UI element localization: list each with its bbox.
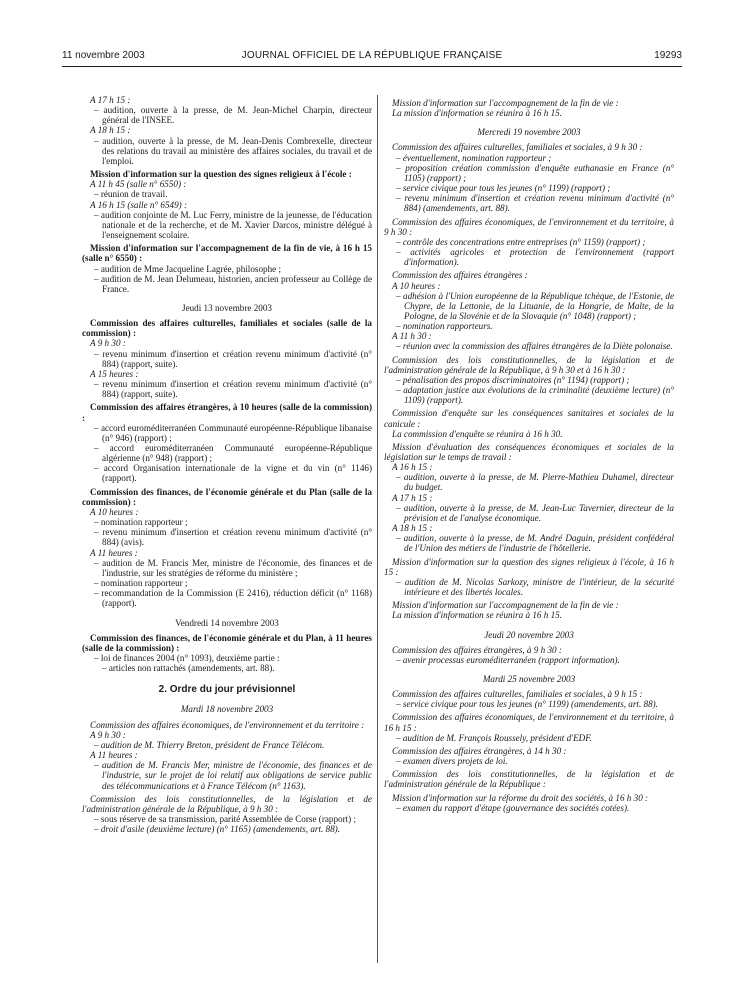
time-line: A 11 h 30 : (392, 331, 432, 342)
agenda-item: – nomination rapporteur ; (94, 578, 188, 589)
body-heading: Commission des lois constitutionnelles, de la législation et de l'administration générale de la République : (384, 769, 674, 790)
time-line: A 16 h 15 : (392, 462, 433, 473)
agenda-item: – service civique pour tous les jeunes (n° 1199) (rapport) ; (396, 183, 611, 194)
agenda-item: – proposition création commission d'enquête euthanasie en France (n° 1105) (rapport) ; (396, 162, 674, 183)
time-line: A 11 heures : (90, 547, 138, 558)
agenda-item: – audition, ouverte à la presse, de M. Jean-Michel Charpin, directeur général de l'INSEE. (94, 105, 372, 126)
body-heading: Commission des affaires culturelles, familiales et sociales (salle de la commission) : (82, 318, 372, 339)
agenda-item: – audition de M. Jean Delumeau, historien, ancien professeur au Collège de France. (94, 273, 372, 294)
body-heading: Commission des finances, de l'économie générale et du Plan, à 11 heures (salle de la commission) : (82, 632, 372, 653)
body-heading: Mission d'évaluation des conséquences économiques et sociales de la législation sur le temps de travail : (384, 441, 674, 462)
agenda-item: – examen divers projets de loi. (396, 756, 508, 767)
body-heading: Commission des affaires économiques, de l'environnement et du territoire, à 16 h 15 : (384, 712, 674, 733)
agenda-item: – audition de M. Nicolas Sarkozy, ministre de l'intérieur, de la sécurité intérieure et des libertés locales. (396, 576, 674, 598)
time-line: A 11 heures : (90, 750, 138, 761)
body-heading: Mission d'information sur la réforme du droit des sociétés, à 16 h 30 : (392, 792, 649, 803)
time-line: A 9 h 30 : (90, 729, 126, 740)
header-date: 11 novembre 2003 (62, 50, 145, 61)
time-line: A 11 h 45 (salle n° 6550) : (90, 179, 187, 190)
body-heading: Commission des affaires économiques, de l'environnement et du territoire, à 9 h 30 : (384, 216, 674, 237)
time-line: A 15 heures : (90, 368, 139, 379)
body-heading: Mission d'information sur la question des signes religieux à l'école, à 16 h 15 : (384, 556, 674, 577)
agenda-item: – audition de M. Francis Mer, ministre de l'économie, des finances et de l'industrie, sur le projet de loi relatif aux obligations de service public des télécommunications et à France Télécom (n° 1163). (94, 760, 372, 791)
body-heading: Commission des lois constitutionnelles, de la législation et de l'administration générale de la République, à 9 h 30 : (82, 793, 372, 814)
body-heading: Mission d'information sur la question des signes religieux à l'école : (90, 169, 352, 180)
agenda-item: – sous réserve de sa transmission, parité Assemblée de Corse (rapport) ; (94, 814, 357, 824)
agenda-item: – service civique pour tous les jeunes (n° 1199) (amendements, art. 88). (396, 699, 658, 710)
date-heading: Jeudi 20 novembre 2003 (484, 629, 574, 640)
note-line: La mission d'information se réunira à 16 h 15. (392, 108, 563, 119)
note-line: La commission d'enquête se réunira à 16 h 30. (392, 428, 563, 439)
agenda-item: – éventuellement, nomination rapporteur ; (396, 152, 552, 163)
time-line: A 10 heures : (90, 506, 139, 517)
agenda-item: – contrôle des concentrations entre entreprises (n° 1159) (rapport) ; (396, 236, 646, 247)
body-heading: Commission des affaires économiques, de l'environnement et du territoire : (90, 719, 365, 730)
time-line: A 17 h 15 : (392, 492, 433, 503)
body-heading: Commission d'enquête sur les conséquences sanitaires et sociales de la canicule : (384, 408, 674, 429)
agenda-item: – revenu minimum d'insertion et création revenu minimum d'activité (n° 884) (rapport, suite). (94, 348, 372, 369)
time-line: A 17 h 15 : (90, 95, 131, 105)
body-heading: Commission des affaires culturelles, familiales et sociales, à 9 h 30 : (392, 142, 643, 153)
date-heading: Mercredi 19 novembre 2003 (477, 127, 581, 138)
agenda-item: – pénalisation des propos discriminatoires (n° 1194) (rapport) ; (396, 374, 630, 385)
journal-title: JOURNAL OFFICIEL DE LA RÉPUBLIQUE FRANÇAISE (241, 50, 503, 61)
agenda-item: – audition, ouverte à la presse, de M. Jean-Luc Tavernier, directeur de la prévision et de l'analyse économique. (396, 502, 674, 523)
body-heading: Mission d'information sur l'accompagnement de la fin de vie : (392, 600, 619, 611)
page-number: 19293 (654, 50, 682, 61)
agenda-item: – loi de finances 2004 (n° 1093), deuxième partie : (94, 652, 280, 663)
body-heading: Commission des affaires étrangères, à 14 h 30 : (392, 745, 567, 756)
left-column (82, 95, 372, 834)
agenda-item: – audition de M. Thierry Breton, président de France Télécom. (94, 739, 325, 750)
date-heading: Jeudi 13 novembre 2003 (182, 302, 272, 313)
agenda-subitem: – articles non rattachés (amendements, art. 88). (102, 663, 275, 674)
agenda-item: – audition de M. Francis Mer, ministre de l'économie, des finances et de l'industrie, sur les stratégies de réforme du ministère ; (94, 557, 372, 578)
time-line: A 16 h 15 (salle n° 6549) : (90, 199, 188, 210)
agenda-item: – accord Organisation internationale de la vigne et du vin (n° 1146) (rapport). (94, 463, 372, 484)
agenda-item: – revenu minimum d'insertion et création revenu minimum d'activité (n° 884) (rapport, suite). (94, 379, 372, 400)
body-heading: Commission des affaires étrangères : (392, 270, 528, 281)
agenda-item: – droit d'asile (deuxième lecture) (n° 1165) (amendements, art. 88). (94, 824, 340, 835)
column-separator (377, 95, 378, 963)
agenda-item: – audition, ouverte à la presse, de M. Pierre-Mathieu Duhamel, directeur du budget. (396, 472, 674, 493)
body-heading: Commission des affaires étrangères, à 9 h 30 : (392, 644, 562, 655)
agenda-item: – réunion avec la commission des affaires étrangères de la Diète polonaise. (396, 341, 673, 352)
right-column (384, 95, 674, 813)
agenda-item: – nomination rapporteur ; (94, 517, 188, 528)
note-line: La mission d'information se réunira à 16 h 15. (392, 610, 563, 621)
page-header (62, 50, 682, 64)
time-line: A 10 heures : (392, 280, 441, 291)
date-heading: Mardi 25 novembre 2003 (482, 673, 576, 684)
agenda-item: – audition de M. François Roussely, président d'EDF. (396, 732, 592, 743)
agenda-item: – nomination rapporteurs. (396, 321, 493, 332)
agenda-item: – audition, ouverte à la presse, de M. Jean-Denis Combrexelle, directeur des relations du travail au ministère des affaires sociales, du travail et de l'emploi. (94, 135, 372, 166)
agenda-item: – examen du rapport d'étape (gouvernance des sociétés cotées). (396, 802, 630, 813)
agenda-item: – recommandation de la Commission (E 2416), réduction déficit (n° 1168) (rapport). (94, 588, 372, 609)
body-heading: Mission d'information sur l'accompagnement de la fin de vie, à 16 h 15 (salle n° 6550) : (82, 243, 372, 264)
agenda-item: – avenir processus euroméditerranéen (rapport information). (396, 654, 620, 665)
body-heading: Commission des affaires culturelles, familiales et sociales, à 9 h 15 : (392, 689, 643, 700)
agenda-item: – accord euroméditerranéen Communauté européenne-République algérienne (n° 948) (rapport) ; (94, 443, 372, 464)
body-heading: Mission d'information sur l'accompagnement de la fin de vie : (392, 98, 619, 108)
date-heading: Mardi 18 novembre 2003 (180, 704, 274, 715)
agenda-item: – audition conjointe de M. Luc Ferry, ministre de la jeunesse, de l'éducation nationale et de la recherche, et de M. Xavier Darcos, ministre délégué à l'enseignement scolaire. (94, 209, 372, 241)
time-line: A 18 h 15 : (90, 125, 131, 136)
agenda-item: – activités agricoles et protection de l'environnement (rapport d'information). (396, 247, 674, 268)
date-heading: Vendredi 14 novembre 2003 (175, 617, 279, 628)
agenda-item: – réunion de travail. (94, 189, 168, 200)
agenda-item: – accord euroméditerranéen Communauté européenne-République libanaise (n° 946) (rapport) ; (94, 422, 372, 443)
time-line: A 18 h 15 : (392, 523, 433, 534)
agenda-item: – audition, ouverte à la presse, de M. André Daguin, président confédéral de l'Union des métiers de l'industrie de l'hôtellerie. (396, 533, 674, 554)
agenda-item: – revenu minimum d'insertion et création revenu minimum d'activité (n° 884) (avis). (94, 527, 372, 548)
body-heading: Commission des finances, de l'économie générale et du Plan (salle de la commission) : (82, 486, 372, 507)
body-heading: Commission des lois constitutionnelles, de la législation et de l'administration générale de la République, à 9 h 30 et à 16 h 30 : (384, 354, 674, 375)
agenda-item: – adhésion à l'Union européenne de la République tchèque, de l'Estonie, de Chypre, de la Lettonie, de la Lituanie, de la Hongrie, de Malte, de la Pologne, de la Slovénie et de la Slovaquie (n° 1048) (rapport) ; (396, 290, 674, 321)
section-title: 2. Ordre du jour prévisionnel (158, 684, 296, 696)
agenda-item: – revenu minimum d'insertion et création revenu minimum d'activité (n° 884) (amendements, art. 88). (396, 193, 674, 214)
header-rule (62, 66, 682, 67)
body-heading: Commission des affaires étrangères, à 10 heures (salle de la commission) : (82, 402, 372, 423)
time-line: A 9 h 30 : (90, 338, 126, 349)
agenda-item: – adaptation justice aux évolutions de la criminalité (deuxième lecture) (n° 1109) (rapport). (396, 385, 674, 406)
agenda-item: – audition de Mme Jacqueline Lagrée, philosophe ; (94, 263, 282, 274)
